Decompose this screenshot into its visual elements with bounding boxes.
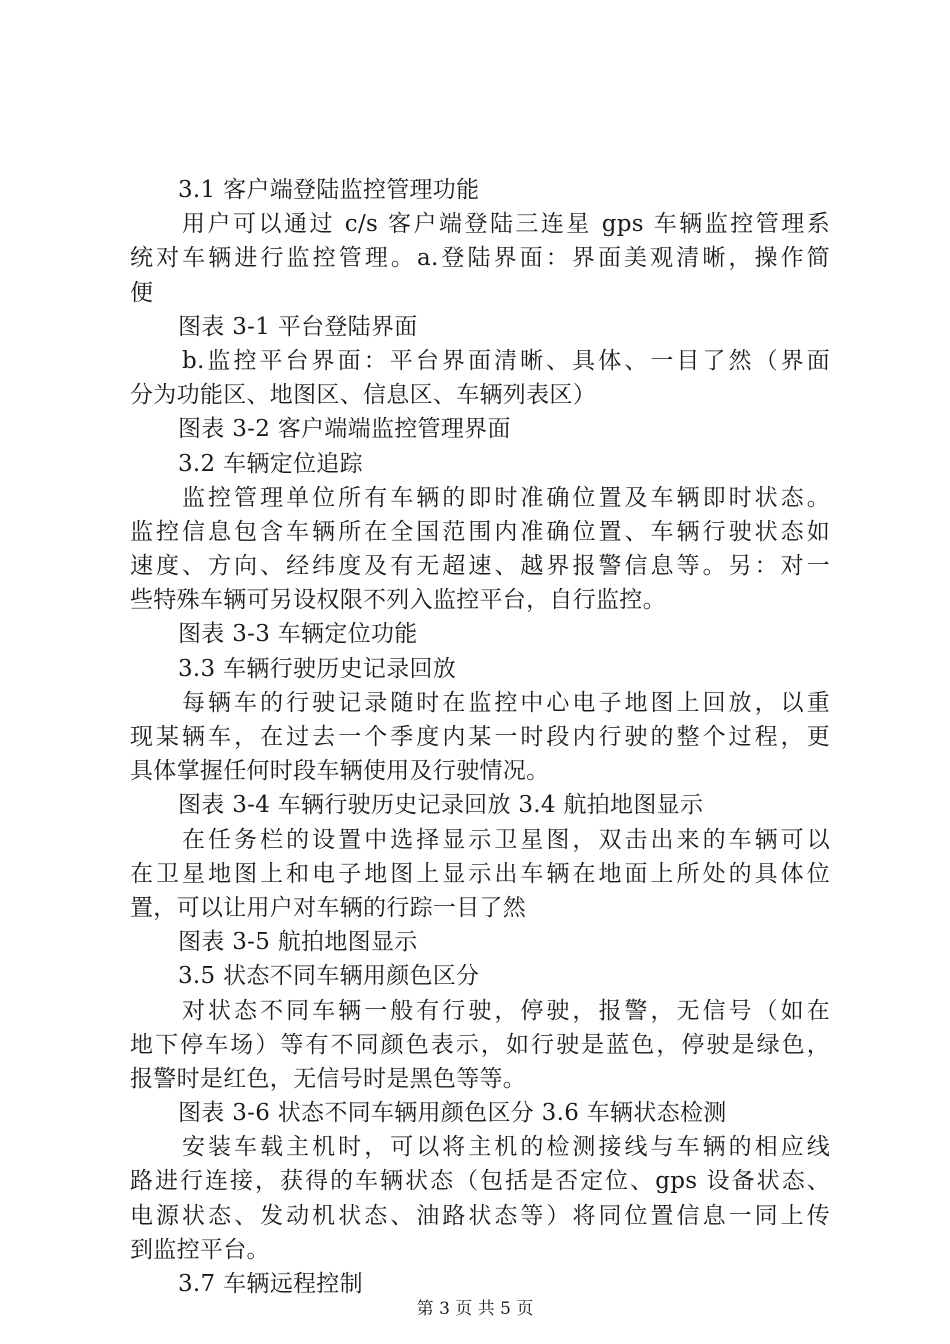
figure-caption: 图表 3-4 车辆行驶历史记录回放 3.4 航拍地图显示 — [178, 792, 704, 819]
paragraph-line: 报警时是红色，无信号时是黑色等等。 — [130, 1065, 527, 1092]
paragraph-line: 些特殊车辆可另设权限不列入监控平台，自行监控。 — [130, 587, 666, 614]
section-heading: 3.7 车辆远程控制 — [178, 1271, 363, 1297]
document-body — [130, 173, 830, 1301]
paragraph-line: 地下停车场）等有不同颜色表示，如行驶是蓝色，停驶是绿色， — [130, 1031, 830, 1058]
paragraph-line: 现某辆车，在过去一个季度内某一时段内行驶的整个过程，更 — [130, 724, 830, 750]
section-heading: 3.3 车辆行驶历史记录回放 — [178, 655, 457, 682]
figure-caption: 图表 3-2 客户端端监控管理界面 — [178, 416, 511, 443]
figure-caption: 图表 3-6 状态不同车辆用颜色区分 3.6 车辆状态检测 — [178, 1100, 727, 1127]
paragraph-line: 置，可以让用户对车辆的行踪一目了然 — [130, 894, 527, 921]
paragraph-line: 监控管理单位所有车辆的即时准确位置及车辆即时状态。 — [182, 484, 830, 511]
section-heading: 3.2 车辆定位追踪 — [178, 450, 363, 477]
section-heading: 3.1 客户端登陆监控管理功能 — [178, 177, 480, 203]
figure-caption: 图表 3-5 航拍地图显示 — [178, 929, 418, 956]
paragraph-line: 具体掌握任何时段车辆使用及行驶情况。 — [130, 758, 550, 785]
paragraph-line: 统对车辆进行监控管理。a.登陆界面：界面美观清晰，操作简 — [130, 245, 830, 272]
page-footer: 第 3 页 共 5 页 — [416, 1299, 534, 1319]
paragraph-line: 每辆车的行驶记录随时在监控中心电子地图上回放，以重 — [182, 689, 830, 716]
paragraph-line: 对状态不同车辆一般有行驶，停驶，报警，无信号（如在 — [182, 997, 830, 1024]
paragraph-line: 路进行连接，获得的车辆状态（包括是否定位、gps 设备状态、 — [130, 1168, 830, 1195]
paragraph-line: 速度、方向、经纬度及有无超速、越界报警信息等。另：对一 — [130, 553, 830, 580]
paragraph-line: 便 — [130, 279, 154, 306]
section-heading: 3.5 状态不同车辆用颜色区分 — [178, 963, 480, 990]
paragraph-line: 监控信息包含车辆所在全国范围内准确位置、车辆行驶状态如 — [130, 518, 830, 545]
paragraph-line: 电源状态、发动机状态、油路状态等）将同位置信息一同上传 — [130, 1202, 830, 1229]
paragraph-line: 分为功能区、地图区、信息区、车辆列表区） — [130, 382, 596, 409]
paragraph-line: 用户可以通过 c/s 客户端登陆三连星 gps 车辆监控管理系 — [182, 211, 830, 238]
paragraph-line: b.监控平台界面：平台界面清晰、具体、一目了然（界面 — [182, 347, 830, 374]
paragraph-line: 在卫星地图上和电子地图上显示出车辆在地面上所处的具体位 — [130, 860, 830, 887]
figure-caption: 图表 3-3 车辆定位功能 — [178, 621, 418, 648]
figure-caption: 图表 3-1 平台登陆界面 — [178, 313, 418, 340]
paragraph-line: 安装车载主机时，可以将主机的检测接线与车辆的相应线 — [182, 1134, 830, 1161]
paragraph-line: 在任务栏的设置中选择显示卫星图，双击出来的车辆可以 — [182, 826, 830, 853]
paragraph-line: 到监控平台。 — [130, 1236, 270, 1263]
